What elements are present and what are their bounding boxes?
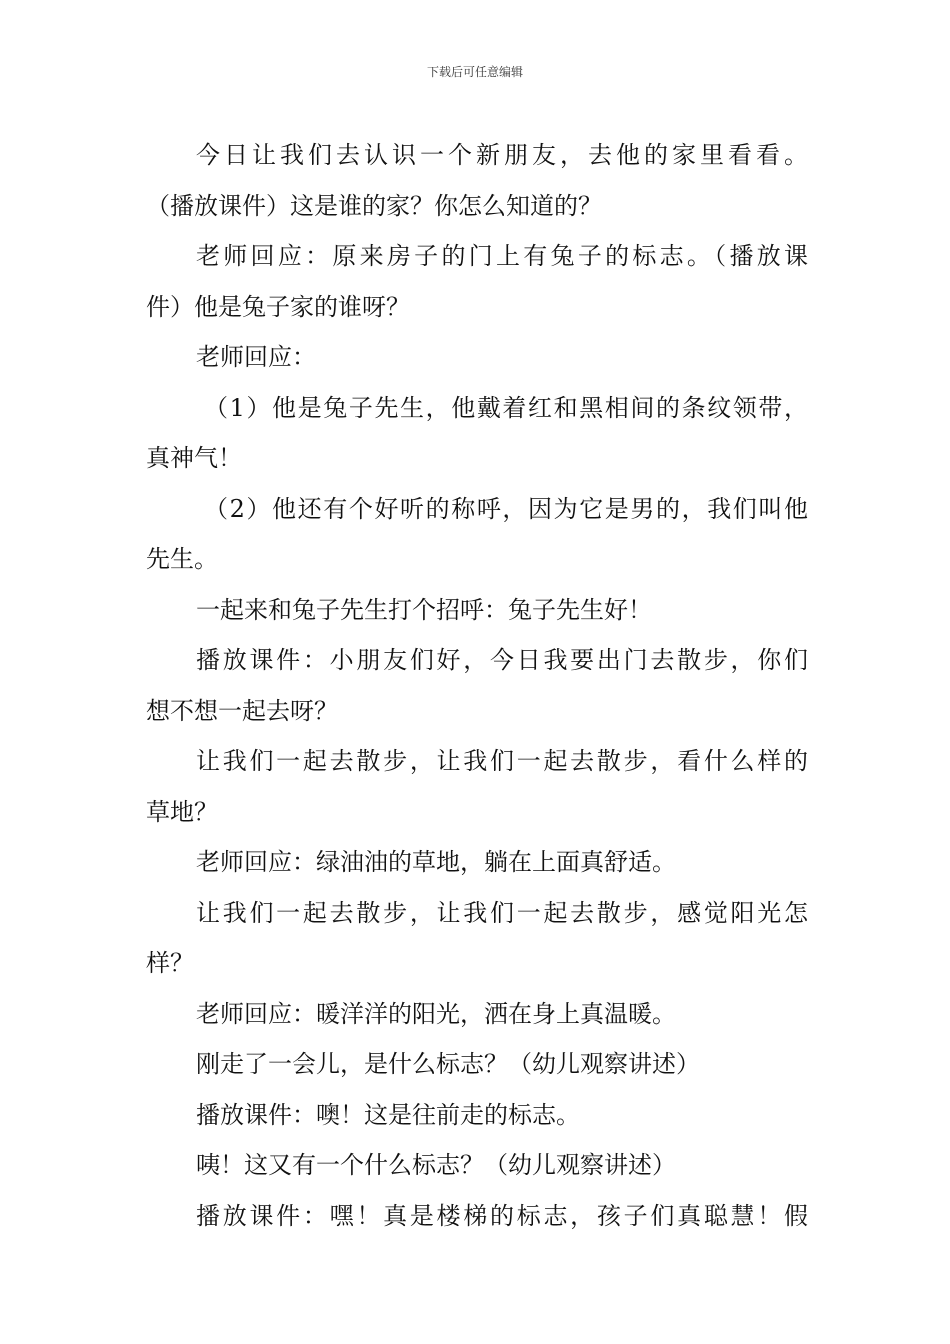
paragraph-line: 件）他是兔子家的谁呀？ [146, 292, 410, 321]
paragraph-line: （1）他是兔子先生，他戴着红和黑相间的条纹领带， [204, 393, 808, 422]
paragraph-line: 老师回应：暖洋洋的阳光，洒在身上真温暖。 [196, 999, 676, 1028]
paragraph-line: 让我们一起去散步，让我们一起去散步，感觉阳光怎 [196, 898, 808, 927]
paragraph-line: 想不想一起去呀？ [146, 696, 338, 725]
paragraph-line: 草地？ [146, 797, 218, 826]
paragraph-line: 播放课件：小朋友们好，今日我要出门去散步，你们 [196, 646, 808, 674]
paragraph-line: 老师回应：绿油油的草地，躺在上面真舒适。 [196, 848, 676, 876]
paragraph-line: 咦！这又有一个什么标志？（幼儿观察讲述） [196, 1151, 676, 1179]
paragraph-line: 样？ [146, 949, 194, 977]
paragraph-line: 老师回应：原来房子的门上有兔子的标志。（播放课 [196, 242, 808, 270]
document-body [146, 130, 808, 1241]
paragraph-line: （播放课件）这是谁的家？你怎么知道的？ [146, 191, 602, 220]
paragraph-line: 让我们一起去散步，让我们一起去散步，看什么样的 [196, 747, 808, 775]
paragraph-line: 真神气！ [146, 444, 242, 472]
paragraph-line: 播放课件：嘿！真是楼梯的标志，孩子们真聪慧！假 [196, 1201, 808, 1230]
paragraph-line: 播放课件：噢！这是往前走的标志。 [196, 1100, 580, 1129]
page-header: 下载后可任意编辑 [426, 65, 523, 79]
paragraph-line: 先生。 [146, 545, 218, 573]
paragraph-line: 刚走了一会儿，是什么标志？（幼儿观察讲述） [196, 1050, 700, 1078]
paragraph-line: （2）他还有个好听的称呼，因为它是男的，我们叫他 [204, 494, 808, 523]
paragraph-line: 老师回应： [196, 343, 316, 371]
paragraph-line: 一起来和兔子先生打个招呼：兔子先生好！ [196, 595, 652, 624]
paragraph-line: 今日让我们去认识一个新朋友，去他的家里看看。 [196, 141, 808, 169]
